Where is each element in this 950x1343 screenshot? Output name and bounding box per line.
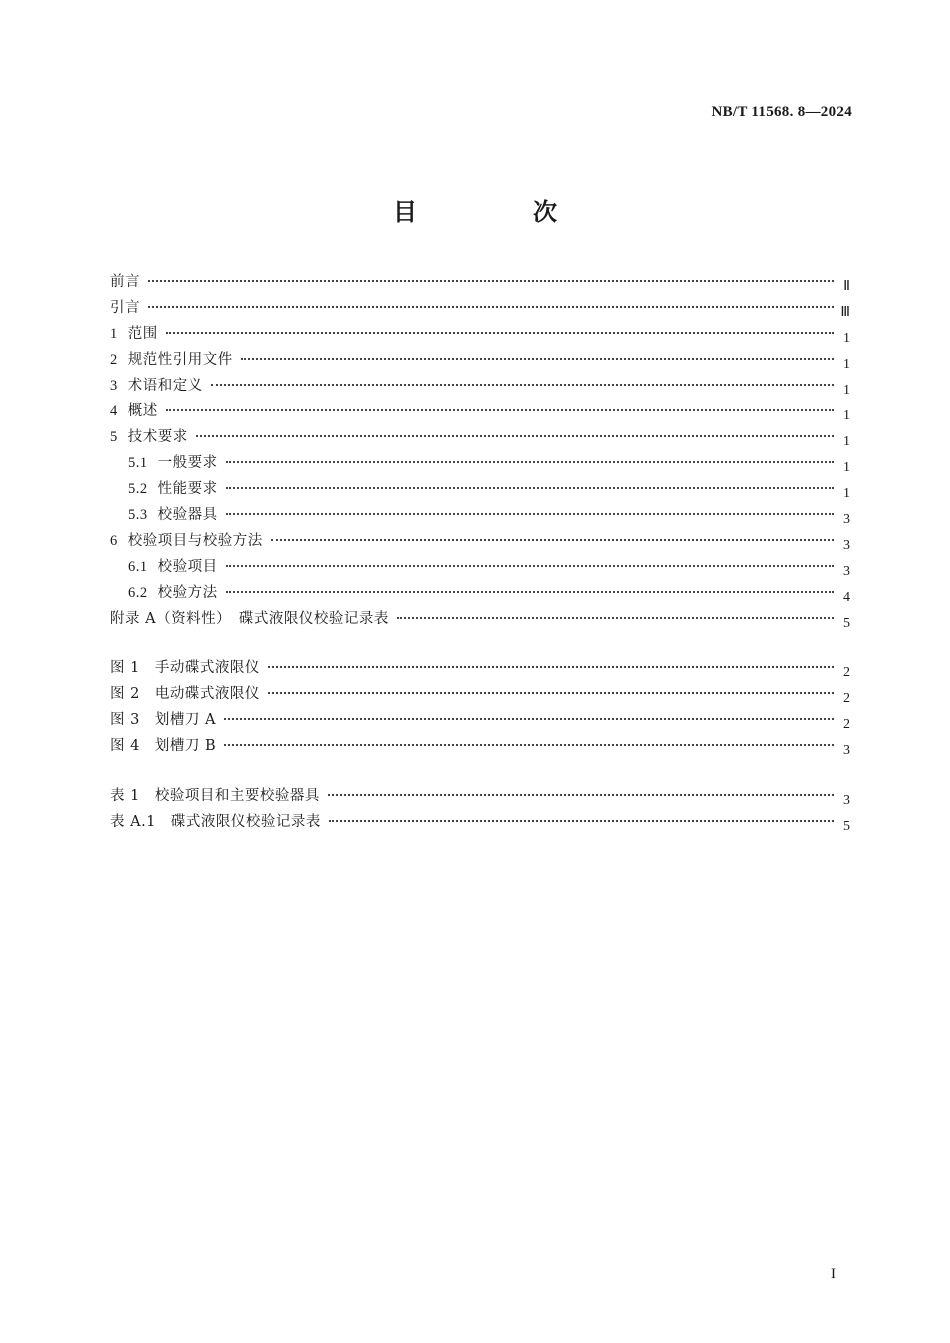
toc-entry[interactable] (110, 784, 850, 810)
dot-leader (224, 718, 834, 720)
toc-entry-number: 5.1 (128, 455, 148, 472)
toc-entry-text: 表 A.1 碟式液限仪校验记录表 (110, 813, 321, 830)
toc-entry[interactable] (110, 477, 850, 503)
toc-entry[interactable] (110, 425, 850, 451)
toc-entry-label (110, 374, 203, 400)
dot-leader (226, 513, 834, 515)
dot-leader (241, 358, 834, 360)
table-of-contents (110, 270, 850, 836)
toc-entry-text: 引言 (110, 299, 140, 316)
toc-entry-page: 3 (843, 512, 850, 528)
toc-entry-page: 1 (843, 356, 850, 372)
toc-entry-text: 术语和定义 (127, 377, 203, 394)
toc-entry[interactable] (110, 656, 850, 682)
page-number: I (831, 1266, 836, 1282)
toc-entry[interactable] (110, 607, 850, 633)
toc-entry-text: 附录 A（资料性） 碟式液限仪校验记录表 (110, 610, 389, 627)
toc-entry[interactable] (110, 270, 850, 296)
toc-entry-text: 校验项目 (157, 558, 218, 575)
toc-entry-number: 3 (110, 377, 118, 394)
toc-entry[interactable] (110, 555, 850, 581)
toc-entry-text: 图 2 电动碟式液限仪 (110, 686, 260, 703)
toc-entry-page: 4 (843, 589, 850, 605)
toc-entry-number: 5.2 (128, 481, 148, 498)
toc-entry-label (110, 529, 263, 555)
toc-entry-text: 校验项目与校验方法 (127, 532, 263, 549)
toc-entry-text: 表 1 校验项目和主要校验器具 (110, 788, 320, 805)
toc-entry-number: 6.1 (128, 558, 148, 575)
toc-entry[interactable] (110, 581, 850, 607)
toc-entry-page: 1 (843, 382, 850, 398)
toc-entry-label (110, 270, 140, 296)
toc-group (110, 784, 850, 836)
toc-group (110, 270, 850, 632)
dot-leader (224, 744, 834, 746)
toc-entry-text: 图 3 划槽刀 A (110, 712, 216, 729)
toc-entry-page: 1 (843, 486, 850, 502)
toc-entry[interactable] (110, 708, 850, 734)
toc-entry-label (110, 810, 321, 836)
dot-leader (166, 409, 834, 411)
toc-entry-page: 1 (843, 330, 850, 346)
toc-entry-number: 1 (110, 325, 118, 342)
toc-entry-text: 技术要求 (127, 429, 188, 446)
dot-leader (211, 384, 834, 386)
toc-entry[interactable] (110, 348, 850, 374)
toc-entry-text: 前言 (110, 274, 140, 290)
toc-entry-page: 5 (843, 615, 850, 631)
toc-entry-label (128, 451, 218, 477)
toc-entry-number: 4 (110, 403, 118, 420)
toc-entry-label (128, 503, 218, 529)
dot-leader (226, 487, 834, 489)
toc-entry-text: 一般要求 (157, 455, 218, 472)
dot-leader (271, 539, 834, 541)
dot-leader (226, 591, 834, 593)
toc-entry-page: Ⅱ (843, 279, 850, 294)
toc-entry-number: 6.2 (128, 584, 148, 601)
toc-entry-label (110, 399, 158, 425)
toc-entry-label (128, 555, 218, 581)
toc-entry-number: 5.3 (128, 507, 148, 524)
toc-entry-text: 校验器具 (157, 507, 218, 524)
toc-entry[interactable] (110, 734, 850, 760)
toc-entry[interactable] (110, 529, 850, 555)
toc-entry[interactable] (110, 374, 850, 400)
dot-leader (329, 820, 834, 822)
toc-entry-label (128, 477, 218, 503)
toc-entry[interactable] (110, 810, 850, 836)
toc-entry-label (128, 581, 218, 607)
toc-entry-page: 3 (843, 743, 850, 759)
toc-entry-page: 2 (843, 665, 850, 681)
toc-entry-label (110, 348, 233, 374)
toc-entry-page: 3 (843, 563, 850, 579)
toc-entry-text: 图 4 划槽刀 B (110, 738, 217, 755)
toc-title: 目 次 (393, 198, 603, 226)
toc-entry-text: 范围 (127, 325, 158, 342)
toc-entry-text: 性能要求 (157, 481, 218, 498)
toc-entry-page: 2 (843, 717, 850, 733)
toc-entry-page: 5 (843, 818, 850, 834)
toc-entry[interactable] (110, 682, 850, 708)
dot-leader (166, 332, 834, 334)
toc-entry-label (110, 322, 158, 348)
toc-entry-text: 概述 (127, 403, 158, 420)
dot-leader (148, 280, 834, 282)
toc-entry-label (110, 784, 320, 810)
toc-entry-page: 1 (843, 408, 850, 424)
toc-entry-text: 图 1 手动碟式液限仪 (110, 660, 260, 677)
dot-leader (268, 666, 834, 668)
toc-entry-label (110, 734, 216, 760)
toc-entry-label (110, 708, 216, 734)
standard-number: NB/T 11568. 8—2024 (711, 104, 852, 120)
toc-entry-page: 2 (843, 691, 850, 707)
toc-entry-label (110, 607, 389, 633)
toc-entry-label (110, 682, 260, 708)
toc-entry-page: 1 (843, 460, 850, 476)
dot-leader (397, 617, 834, 619)
dot-leader (268, 692, 834, 694)
toc-entry-page: 3 (843, 793, 850, 809)
toc-entry-label (110, 296, 140, 322)
dot-leader (328, 794, 834, 796)
toc-entry-text: 校验方法 (157, 584, 218, 601)
dot-leader (226, 565, 834, 567)
dot-leader (226, 461, 834, 463)
toc-entry-page: 1 (843, 434, 850, 450)
dot-leader (148, 306, 834, 308)
toc-entry-label (110, 425, 188, 451)
toc-entry-label (110, 656, 260, 682)
toc-entry-page: 3 (843, 537, 850, 553)
toc-entry[interactable] (110, 399, 850, 425)
toc-entry-number: 6 (110, 532, 118, 549)
dot-leader (196, 435, 834, 437)
toc-entry-number: 2 (110, 351, 118, 368)
toc-entry[interactable] (110, 503, 850, 529)
toc-entry[interactable] (110, 296, 850, 322)
toc-entry-number: 5 (110, 429, 118, 446)
toc-entry[interactable] (110, 322, 850, 348)
toc-entry[interactable] (110, 451, 850, 477)
toc-entry-text: 规范性引用文件 (127, 351, 233, 368)
toc-group (110, 656, 850, 760)
toc-entry-page: Ⅲ (840, 304, 850, 320)
